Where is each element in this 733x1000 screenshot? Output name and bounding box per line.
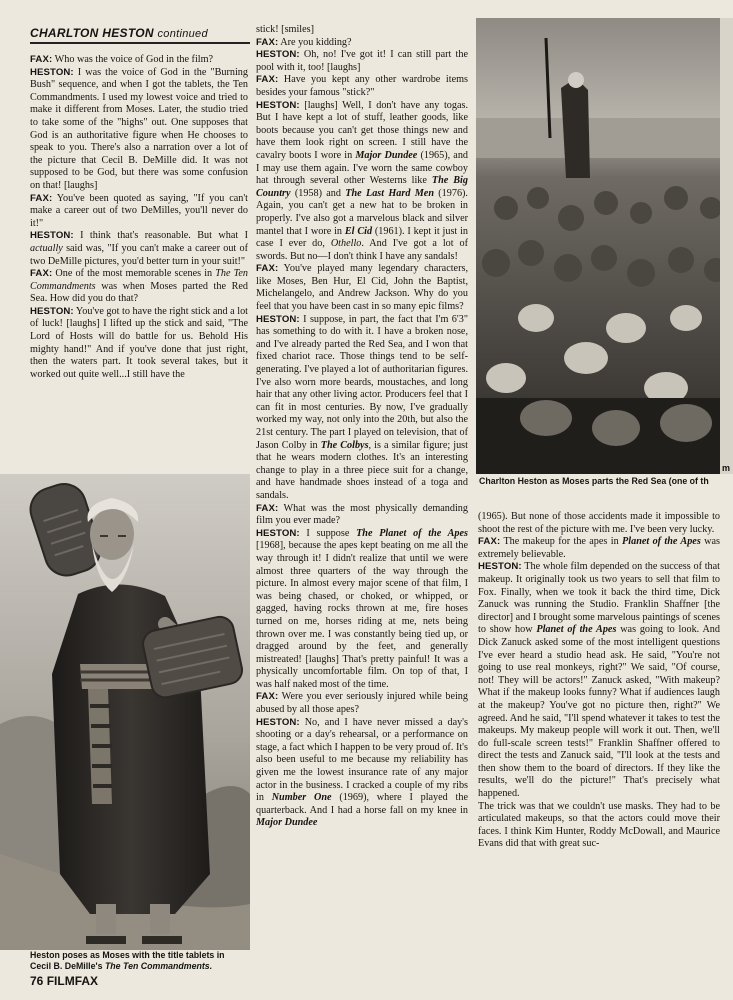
title-reference: The Planet of the Apes bbox=[356, 527, 469, 539]
body-text: . And I've got a lot of swords. But no—I don't think I have any sandals! bbox=[256, 238, 468, 262]
speaker-label: FAX: bbox=[256, 691, 279, 703]
body-text: [1968], because the apes kept beating on me all the way through it! I didn't realize that until we were almost three quarters of the way through the picture. In almost every major scene of that film, I was being chased, or choked, or whipped, or gagged, having rocks thrown at me, fire hoses turned on me, horses riding at me, nets being thrown over me. I was constantly being tied up, or dragged around by the feet, and generally mistreated! [laughs] That's pretty painful! It was a physically uncomfortable film. On top of that, I was half naked most of the time. bbox=[256, 540, 468, 690]
article-paragraph bbox=[30, 54, 248, 67]
photo-edge-letter: m bbox=[722, 463, 731, 473]
article-paragraph bbox=[256, 263, 468, 313]
body-text: You've played many legendary characters, like Moses, Ben Hur, El Cid, John the Baptist, Michelangelo, and Andrew Jackson. Why do you feel that you have been cast in so many epic films? bbox=[256, 263, 468, 313]
body-text: Have you kept any other wardrobe items besides your famous "stick?" bbox=[256, 74, 468, 98]
body-text: You've been quoted as saying, "If you can't make a career out of two DeMilles, you'll never do it!" bbox=[30, 192, 248, 229]
body-text: No, and I have never missed a day's shooting or a day's rehearsal, or a performance on stage, a fact which I happen to be very proud of. It's also been useful to me because my reliability has given me the lowest insurance rate of any major actor in the business. I cracked a couple of my ribs in bbox=[256, 716, 468, 804]
speaker-label: HESTON: bbox=[478, 561, 522, 573]
speaker-label: HESTON: bbox=[256, 527, 300, 539]
emphasis-text: Othello bbox=[330, 238, 362, 250]
article-column-1 bbox=[30, 54, 248, 381]
article-paragraph bbox=[30, 306, 248, 382]
red-sea-crowd-illustration bbox=[476, 18, 733, 474]
body-text: stick! [smiles] bbox=[256, 24, 315, 35]
title-reference: The Last Hard Men bbox=[345, 187, 434, 199]
article-paragraph bbox=[478, 536, 720, 561]
article-paragraph bbox=[478, 511, 720, 536]
speaker-label: HESTON: bbox=[256, 99, 300, 111]
body-text: said was, "If you can't make a career out of two DeMille pictures, you'd better turn in your suit!" bbox=[30, 242, 248, 267]
article-paragraph bbox=[30, 230, 248, 268]
body-text: One of the most memorable scenes in bbox=[52, 268, 216, 280]
title-reference: Planet of the Apes bbox=[622, 536, 701, 548]
article-paragraph bbox=[30, 193, 248, 231]
body-text: (1969), where I played the quarterback. And I had a horse fall on my knee in bbox=[256, 792, 468, 816]
speaker-label: FAX: bbox=[256, 502, 279, 514]
article-paragraph bbox=[478, 801, 720, 851]
article-paragraph bbox=[256, 717, 468, 830]
body-text: (1976). Again, you can't get a new hat to be broken in properly. I've also got a marvelous black and silver mantel that I wore in bbox=[256, 187, 468, 237]
title-reference: Number One bbox=[271, 792, 332, 804]
moses-tablets-illustration bbox=[0, 474, 250, 950]
header-continued: continued bbox=[157, 28, 208, 40]
speaker-label: HESTON: bbox=[30, 66, 74, 78]
body-text: I suppose, in part, the fact that I'm 6'3" has something to do with it. I have a broken nose, and I've already parted the Red Sea, and I won that fixed chariot race. Those things tend to be self-generating. I've played a lot of authoritarian figures. I've also worn more beards, moustaches, and long hair that any other living actor. Producers feel that I can fit in most centuries. By now, I've gradually worked my way, not only into the 20th, but also the 21st century. The part I played on television, that of Jason Colby in bbox=[256, 313, 469, 451]
body-text: Oh, no! I've got it! I can still part the pool with it, too! [laughs] bbox=[256, 49, 468, 73]
article-paragraph bbox=[256, 691, 468, 716]
article-paragraph bbox=[256, 74, 468, 99]
body-text: Were you ever seriously injured while being abused by all those apes? bbox=[256, 691, 468, 716]
emphasis-text: actually bbox=[30, 242, 63, 254]
body-text: The whole film depended on the success of that makeup. It originally took us two years to sell that film to Fox. Finally, when we took it back the third time, Dick Zanuck was running the Studio. Franklin Shaffner [the director] and I brought some marvelous paintings of scenes to show how bbox=[478, 561, 720, 636]
caption-line-2-prefix: Cecil B. DeMille's bbox=[30, 961, 105, 971]
body-text: Who was the voice of God in the film? bbox=[52, 54, 214, 65]
magazine-name: FILMFAX bbox=[46, 974, 99, 988]
speaker-label: HESTON: bbox=[256, 313, 300, 325]
body-text: was going to look. And Dick Zanuck asked some of the most intelligent questions I've ever heard a studio head ask. He said, "You're not going to use real monkeys, right?" We said, "Of course, not! They will be actors!" Zanuck asked, "With makeup? What if the makeup looks funny? What if audiences laugh at the makeup? You've got no picture then, right?" We agreed. And he said, "I'll spend whatever it takes to test the makeups. My makeup people will work it out. Then, we'll do full-scale screen tests!" Franklin Shaffner offered to direct the tests and Zanuck said, "I'll look at the tests and then show them to the board of directors. If they like the results, we'll do the picture!" That's precisely what happened. bbox=[478, 624, 720, 800]
photo-caption-tablets bbox=[30, 950, 225, 972]
article-column-3 bbox=[478, 511, 720, 851]
title-reference: The Big Country bbox=[256, 175, 468, 199]
body-text: [laughs] Well, I don't have any togas. But I have kept a lot of stuff, leather goods, like boots because you can't get those things new and have them look right on screen. I still have the cavalry boots I wore in bbox=[256, 99, 468, 161]
body-text: I was the voice of God in the "Burning Bush" sequence, and when I got the tablets, the Ten Commandments. I used my lowest voice and tried to make it different from Moses. Later, the studio tried to take some of the "highs" out. One supposes that God is an authoritative figure when He chooses to speak to you. There's also a narration over a lot of the picture that Cecil B. DeMille did. It was not supposed to be God, but there was some confusion on that! [laughs] bbox=[30, 66, 248, 191]
speaker-label: FAX: bbox=[256, 263, 279, 275]
page-number: 76 bbox=[30, 974, 44, 988]
page-footer bbox=[30, 974, 98, 988]
body-text: What was the most physically demanding film you ever made? bbox=[256, 502, 468, 527]
title-reference: The Colbys bbox=[320, 439, 369, 451]
article-paragraph bbox=[478, 561, 720, 800]
speaker-label: FAX: bbox=[256, 74, 279, 86]
body-text: I suppose bbox=[299, 527, 357, 539]
caption-line-1: Heston poses as Moses with the title tablets in bbox=[30, 950, 225, 960]
article-paragraph bbox=[256, 49, 468, 74]
running-header bbox=[30, 26, 250, 44]
body-text: (1965), and I may use them again. I've worn the same cowboy hat through several other Westerns like bbox=[256, 149, 469, 187]
body-text: I think that's reasonable. But what I bbox=[73, 230, 248, 242]
speaker-label: FAX: bbox=[30, 192, 53, 204]
speaker-label: FAX: bbox=[30, 268, 53, 280]
body-text: Are you kidding? bbox=[278, 36, 352, 48]
body-text: (1961). I kept it just in case I ever do, bbox=[256, 225, 468, 250]
body-text: was extremely believable. bbox=[478, 536, 720, 560]
speaker-label: HESTON: bbox=[30, 230, 74, 242]
article-paragraph bbox=[256, 503, 468, 528]
article-column-2 bbox=[256, 24, 468, 830]
article-paragraph bbox=[30, 67, 248, 193]
speaker-label: FAX: bbox=[478, 536, 501, 548]
title-reference: Major Dundee bbox=[355, 149, 418, 161]
speaker-label: HESTON: bbox=[256, 49, 300, 61]
speaker-label: FAX: bbox=[30, 54, 53, 65]
article-paragraph bbox=[256, 37, 468, 50]
article-paragraph bbox=[256, 100, 468, 264]
title-reference: Major Dundee bbox=[256, 817, 318, 829]
caption-line-2 bbox=[30, 961, 225, 972]
speaker-label: FAX: bbox=[256, 36, 279, 48]
article-paragraph bbox=[256, 24, 468, 37]
caption-film-title: The Ten Commandments. bbox=[104, 961, 213, 971]
red-sea-crowd-photo bbox=[476, 18, 733, 474]
body-text: , is a similar figure; just that he wears modern clothes. It's an interesting change to play in a three piece suit for a change, and have handmade shoes instead of a toga and sandals. bbox=[256, 439, 468, 501]
body-text: The trick was that we couldn't use masks. They had to be articulated makeups, so that the actors could move their faces. I think Kim Hunter, Roddy McDowall, and Maurice Evans did that with great suc- bbox=[478, 800, 720, 850]
body-text: You've got to have the right stick and a lot of luck! [laughs] I lifted up the stick and said, "The Lord of Hosts will do battle for us. Behold His mighty hand!" And if you've done that just right, then the waters part. It took several takes, but it worked out quite well...I still have the bbox=[30, 305, 248, 380]
speaker-label: HESTON: bbox=[30, 305, 74, 317]
title-reference: Planet of the Apes bbox=[536, 624, 617, 636]
article-paragraph bbox=[256, 528, 468, 692]
photo-caption-red-sea: Charlton Heston as Moses parts the Red Sea (one of th bbox=[479, 476, 709, 486]
body-text: was when Moses parted the Red Sea. How did you do that? bbox=[30, 280, 248, 305]
speaker-label: HESTON: bbox=[256, 716, 300, 728]
article-paragraph bbox=[256, 314, 468, 503]
header-title: CHARLTON HESTON bbox=[30, 26, 154, 40]
body-text: The makeup for the apes in bbox=[500, 536, 623, 548]
body-text: (1958) and bbox=[290, 187, 346, 199]
title-reference: El Cid bbox=[344, 225, 373, 237]
body-text: (1965). But none of those accidents made it impossible to shoot the rest of the picture with me. I've been very lucky. bbox=[478, 511, 720, 535]
emphasis-text: The Ten Commandments bbox=[30, 268, 248, 292]
article-paragraph bbox=[30, 268, 248, 306]
moses-tablets-photo bbox=[0, 474, 250, 950]
